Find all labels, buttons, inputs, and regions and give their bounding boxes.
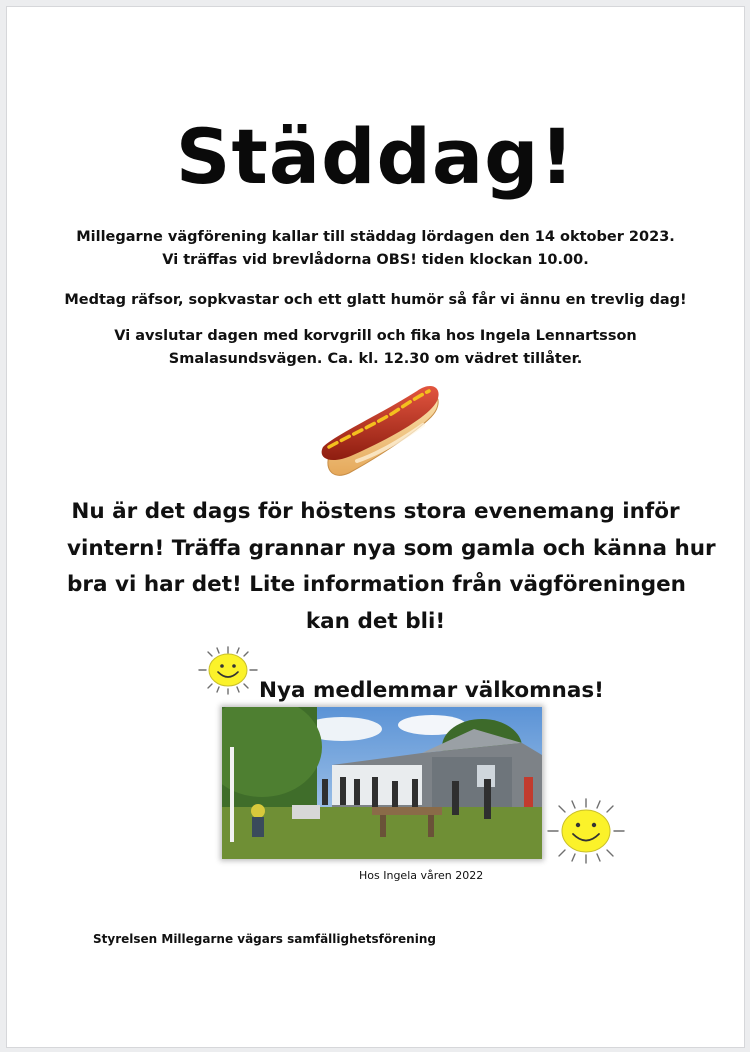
bring-paragraph (47, 289, 704, 312)
garden-gathering-photo (222, 707, 542, 859)
smiling-sun-icon (545, 797, 627, 865)
intro-line: Millegarne vägförening kallar till städdag lördagen den 14 oktober 2023. (76, 229, 675, 245)
welcome-heading: Nya medlemmar välkomnas! (259, 678, 604, 703)
intro-line: Vi träffas vid brevlådorna OBS! tiden klockan 10.00. (162, 252, 589, 268)
announcement-line: kan det bli! (305, 608, 446, 634)
intro-paragraph (47, 226, 704, 272)
smiling-sun-icon (195, 645, 261, 695)
announcement-line: vintern! Träffa grannar nya som gamla och känna hur (67, 535, 716, 561)
poster-title: Städdag! (175, 112, 576, 201)
announcement-line: Nu är det dags för höstens stora evenemang inför (71, 499, 680, 524)
poster-page (6, 6, 745, 1048)
end-line: Smalasundsvägen. Ca. kl. 12.30 om vädret tillåter. (168, 351, 583, 367)
announcement-line: bra vi har det! Lite information från vägföreningen (67, 572, 686, 597)
end-line: Vi avslutar dagen med korvgrill och fika hos Ingela Lennartsson (114, 328, 637, 344)
footer-signature: Styrelsen Millegarne vägars samfällighetsförening (93, 932, 436, 946)
end-paragraph (47, 325, 704, 371)
hotdog-icon (313, 373, 445, 485)
bring-line: Medtag räfsor, sopkvastar och ett glatt humör så får vi ännu en trevlig dag! (64, 292, 687, 308)
photo-caption: Hos Ingela våren 2022 (359, 869, 484, 882)
announcement (67, 494, 716, 640)
